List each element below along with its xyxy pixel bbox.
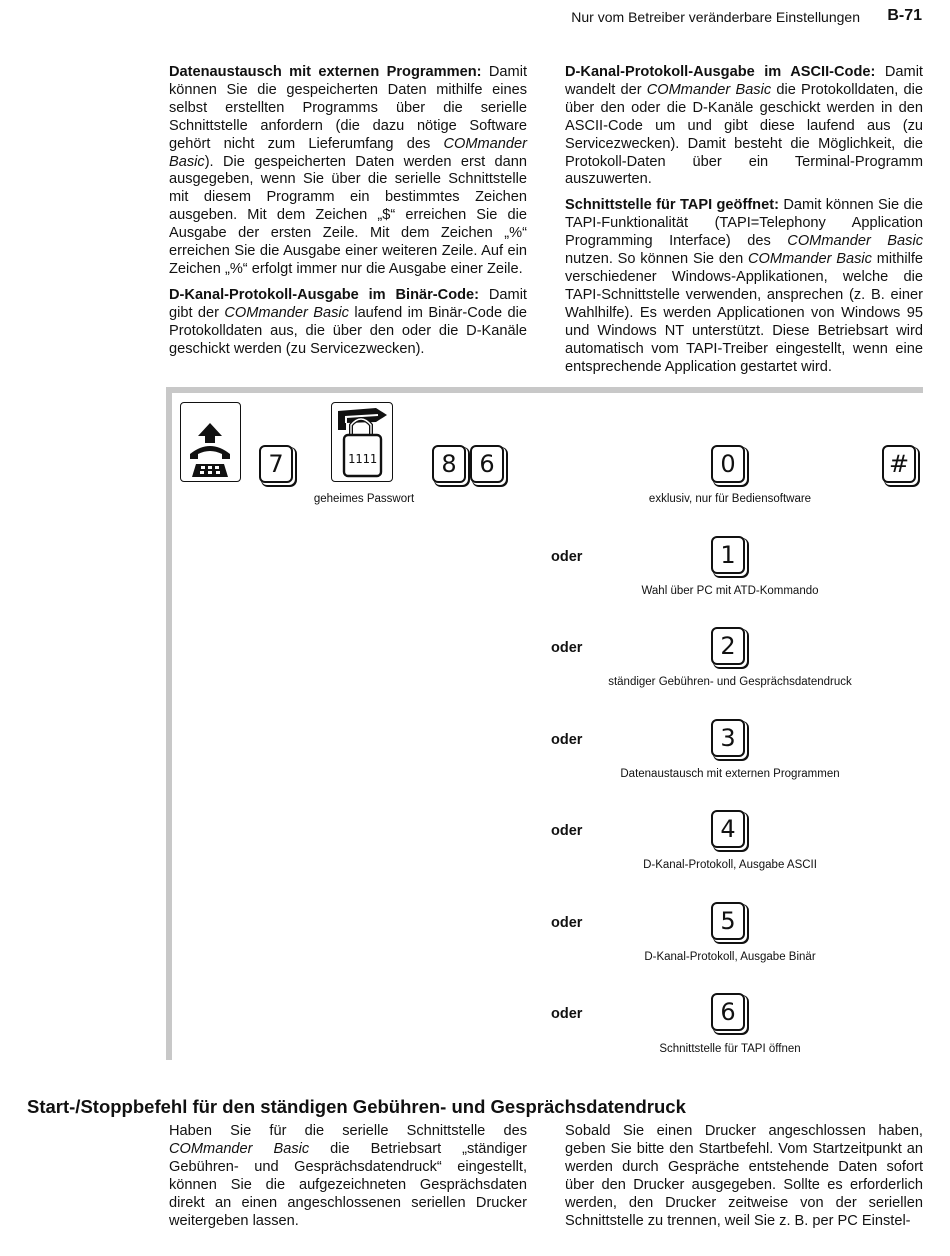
option-key-2: 2 (711, 627, 745, 665)
password-lock-icon (331, 402, 393, 482)
option-key-6: 6 (711, 993, 745, 1031)
term-heading: Schnittstelle für TAPI geöffnet: (565, 197, 779, 214)
product-name: COMmander Basic (169, 135, 527, 170)
paragraph-text: Damit wandelt der (565, 64, 923, 98)
caption-option-5: D-Kanal-Protokoll, Ausgabe Binär (644, 951, 816, 963)
paragraph-binaer (169, 287, 527, 359)
option-key-3: 3 (711, 719, 745, 757)
caption-option-1: Wahl über PC mit ATD-Kommando (641, 585, 819, 597)
product-name: COMmander Basic (169, 1140, 310, 1157)
oder-label: oder (551, 915, 583, 931)
section-title: Start-/Stoppbefehl für den ständigen Gebühren- und Gesprächsdatendruck (27, 1096, 686, 1117)
caption-option-2: ständiger Gebühren- und Gesprächsdatendruck (608, 676, 852, 688)
paragraph-text: ). Die gespeicherten Daten werden erst dann ausgegeben, wenn Sie über die serielle Schnittstelle mit diesem Programm ein bestimmtes Zeichen ausgeben. Mit dem Zeichen „$“ erreichen Sie die Ausgabe der ersten Zeile. Mit dem Zeichen „%“ erreichen Sie die Ausgabe einer weiteren Zeile. Auf ein Zeichen „%“ erfolgt immer nur die Ausgabe einer Zeile. (169, 153, 527, 277)
oder-label: oder (551, 549, 583, 565)
oder-label: oder (551, 823, 583, 839)
term-heading: D-Kanal-Protokoll-Ausgabe im ASCII-Code: (565, 64, 876, 80)
product-name: COMmander Basic (224, 304, 349, 321)
paragraph-tapi (565, 197, 923, 376)
term-heading: D-Kanal-Protokoll-Ausgabe im Binär-Code: (169, 286, 480, 303)
option-key-1: 1 (711, 536, 745, 574)
bottom-right-column (565, 1123, 923, 1238)
key-hash: # (882, 445, 916, 483)
key-8: 8 (432, 445, 466, 483)
caption-option-3: Datenaustausch mit externen Programmen (620, 768, 840, 780)
key-6: 6 (470, 445, 504, 483)
bottom-left-column (169, 1123, 527, 1238)
caption-option-4: D-Kanal-Protokoll, Ausgabe ASCII (643, 859, 817, 871)
caption-option-6: Schnittstelle für TAPI öffnen (659, 1043, 801, 1055)
page-header (0, 6, 922, 28)
term-heading: Datenaustausch mit externen Programmen: (169, 64, 482, 80)
caption-password: geheimes Passwort (313, 493, 415, 505)
product-name: COMmander Basic (646, 81, 772, 98)
paragraph-datenaustausch (169, 64, 527, 279)
paragraph-text: Damit können Sie die gespeicherten Daten mithilfe eines selbst erstellten Programms über die serielle Schnittstelle anfordern (die dazu nötige Software gehört nicht zum Lieferumfang des (169, 64, 527, 152)
option-key-4: 4 (711, 810, 745, 848)
paragraph-text: Haben Sie für die serielle Schnittstelle des (169, 1123, 527, 1139)
top-right-column (565, 64, 923, 384)
paragraph-text: mithilfe verschiedener Windows-Applikationen, welche die TAPI-Schnittstelle verwenden, ansprechen (z. B. einer Wahlhilfe). Es werden Applicationen von Windows 95 und Windows NT unterstützt. Diese Betriebsart wird automatisch vom TAPI-Treiber eingestellt, wenn eine entsprechende Application gestartet wird. (565, 251, 923, 375)
option-key-5: 5 (711, 902, 745, 940)
caption-option-0: exklusiv, nur für Bediensoftware (648, 493, 812, 505)
oder-label: oder (551, 640, 583, 656)
paragraph-text: die Betriebsart „ständiger Gebühren- und Gesprächsdatendruck“ eingestellt, können Sie die aufgezeichneten Gesprächsdaten direkt an einen angeschlossenen seriellen Drucker weitergeben lassen. (169, 1140, 527, 1229)
paragraph-text: Damit gibt der (169, 286, 527, 321)
header-title: Nur vom Betreiber veränderbare Einstellungen (571, 9, 860, 25)
paragraph-text: laufend im Binär-Code die Protokolldaten aus, die über den oder die D-Kanäle geschickt werden (zu Servicezwecken). (169, 304, 527, 357)
paragraph-start-stop-left (169, 1123, 527, 1230)
product-name: COMmander Basic (787, 233, 923, 250)
paragraph-text: die Protokolldaten, die über den oder die D-Kanäle geschickt werden in den ASCII-Code um und gibt diese laufend aus (zu Servicezwecken). Damit besteht die Möglichkeit, die Protokoll-Daten über ein Terminal-Programm auszuwerten. (565, 81, 923, 188)
paragraph-ascii (565, 64, 923, 189)
top-left-column (169, 64, 527, 367)
page-number: B-71 (887, 7, 922, 24)
handset-lift-icon (180, 402, 241, 482)
password-digits: 1111 (348, 452, 377, 466)
oder-label: oder (551, 1006, 583, 1022)
paragraph-start-stop-right: Sobald Sie einen Drucker angeschlossen haben, geben Sie bitte den Startbefehl. Vom Startzeitpunkt an werden durch Gespräche entstehende Daten sofort über den Drucker ausgegeben. Sollte es erforderlich werden, den Drucker zeitweise von der seriellen Schnittstelle zu trennen, weil Sie z. B. per PC Einstel- (565, 1123, 923, 1229)
oder-label: oder (551, 732, 583, 748)
paragraph-text: nutzen. So können Sie den (565, 251, 748, 268)
product-name: COMmander Basic (747, 251, 872, 268)
option-key-0: 0 (711, 445, 745, 483)
key-7: 7 (259, 445, 293, 483)
paragraph-text: Damit können Sie die TAPI-Funktionalität (TAPI=Telephony Application Programming Interface) des (565, 197, 923, 250)
